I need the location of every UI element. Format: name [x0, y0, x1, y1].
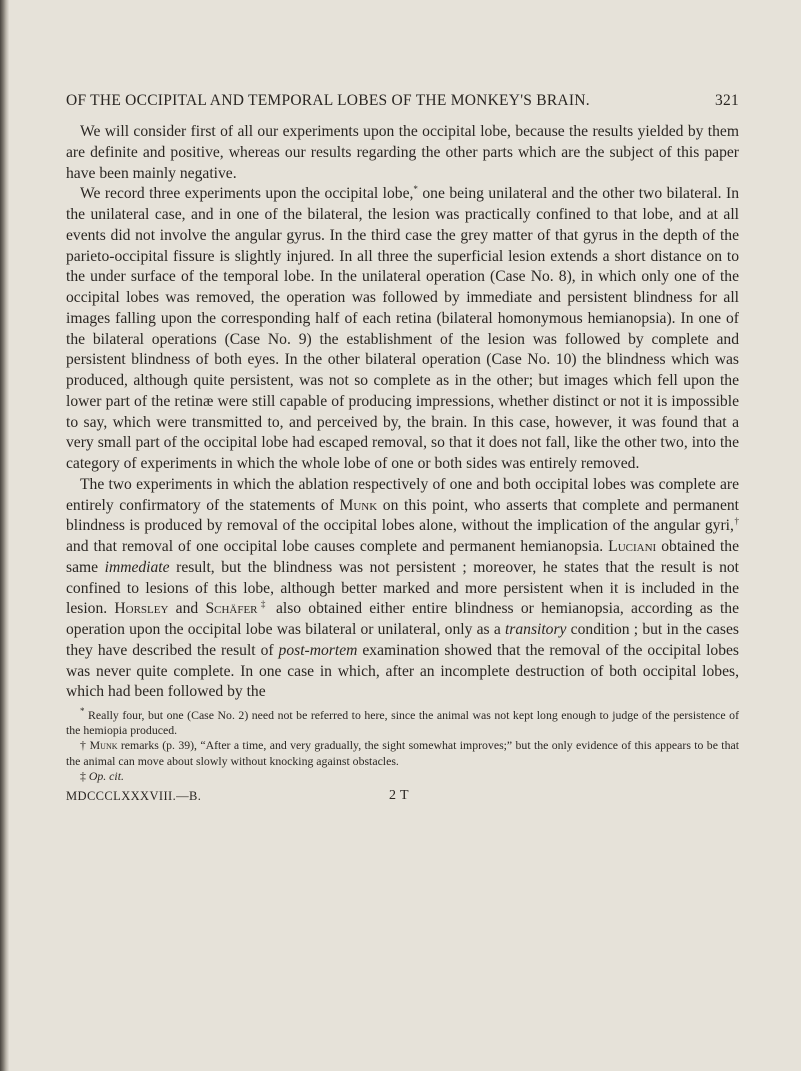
p3-segment: and that removal of one occipital lobe causes complete and permanent hemianopsia.: [66, 538, 609, 555]
author-munk: Munk: [339, 496, 378, 514]
volume-signature: MDCCCLXXXVIII.—B.: [66, 789, 202, 804]
p3-segment: on this point, who asserts that complete and permanent blindness is produced by removal of the occipital lobes alone, without the implication of the angular gyri,: [66, 496, 739, 535]
p3-segment: obtained the same: [66, 538, 739, 576]
emphasis-transitory: transitory: [504, 621, 567, 638]
footnote-2: [66, 738, 739, 768]
footnote-1-text: Really four, but one (Case No. 2) need not be referred to here, since the animal was not kept long enough to judge of the persistence of the hemiopia produced.: [66, 708, 739, 738]
signature-line: [66, 789, 739, 807]
p3-segment: and: [168, 600, 206, 618]
footnote-3-mark: ‡: [80, 768, 86, 783]
footnote-2-mark: †: [80, 738, 87, 753]
paragraph-2-rest: one being unilateral and the other two bilateral. In the unilateral case, and in one of the bilateral, the lesion was practically confined to that lobe, and at all events did not involve the angular gyrus. In the third case the grey matter of that gyrus in the depth of the parieto-occipital fissure is slightly injured. In all three the superficial lesion extends a short distance on to the under surface of the temporal lobe. In the unilateral operation (Case No. 8), in which only one of the occipital lobes was removed, the operation was followed by immediate and persistent blindness for all images falling upon the corresponding half of each retina (bilateral homonymous hemianopsia). In one of the bilateral operations (Case No. 9) the establishment of the lesion was followed by complete and persistent blindness of both eyes. In the other bilateral operation (Case No. 10) the blindness which was produced, although quite persistent, was not so complete as in the other; but images which fell upon the lower part of the retinæ were still capable of producing impressions, whether distinct or not it is impossible to say, which were transmitted to, and perceived by, the brain. In this case, however, it was found that a very small part of the occipital lobe had escaped removal, so that it does not fall, like the other two, into the category of experiments in which the whole lobe of one or both sides was entirely removed.: [66, 185, 739, 472]
paragraph-2-start: We record three experiments upon the occipital lobe,: [80, 185, 414, 203]
emphasis-post-mortem: post-mortem: [278, 641, 358, 659]
page-number: 321: [715, 92, 739, 109]
paragraph-3: [66, 475, 739, 703]
p3-segment: result, but the blindness was not persistent ; moreover, he states that the result is not confined to lesions of this lobe, although better marked and more persistent when it is included in the lesion.: [66, 558, 739, 618]
footnote-ref-2: †: [733, 516, 739, 527]
footnote-2-author: Munk: [89, 738, 118, 753]
paragraph-2: [66, 184, 739, 475]
signature-mark: 2 T: [389, 788, 409, 804]
p3-segment: examination showed that the removal of the occipital lobes was never quite complete. In one case in which, after an incomplete destruction of both occipital lobes, which had been followed by the: [66, 641, 740, 701]
footnote-3: [66, 769, 739, 784]
footnote-1: [66, 708, 739, 738]
body-text: [66, 122, 739, 703]
footnote-ref-3: ‡: [257, 599, 269, 610]
footnote-ref-1: *: [413, 184, 418, 195]
paragraph-1: We will consider first of all our experiments upon the occipital lobe, because the results yielded by them are definite and positive, whereas our results regarding the other parts which are the subject of this paper have been mainly negative.: [66, 123, 739, 182]
footnote-1-mark: *: [80, 706, 85, 717]
author-luciani: Luciani: [608, 538, 657, 555]
book-page: [66, 92, 739, 807]
p3-segment: also obtained either entire blindness or hemianopsia, according as the operation upon the occipital lobe was bilateral or unilateral, only as a: [66, 600, 740, 638]
footnote-2-text: remarks (p. 39), “After a time, and very gradually, the sight somewhat improves;” but the only evidence of this appears to be that the animal can move about slowly without knocking against obstacles.: [66, 738, 739, 768]
footnotes: [66, 708, 739, 784]
author-horsley: Horsley: [114, 600, 169, 618]
author-schafer: Schäfer: [205, 600, 258, 618]
footnote-3-text: Op. cit.: [88, 768, 124, 783]
running-head-title: OF THE OCCIPITAL AND TEMPORAL LOBES OF THE MONKEY'S BRAIN.: [66, 92, 590, 109]
binding-gutter-shadow: [0, 0, 9, 1071]
p3-segment: condition ; but in the cases they have described the result of: [66, 621, 739, 659]
p3-segment: The two experiments in which the ablation respectively of one and both occipital lobes was complete are entirely confirmatory of the statements of: [66, 475, 739, 514]
running-head: [66, 92, 739, 116]
emphasis-immediate: immediate: [104, 558, 170, 576]
